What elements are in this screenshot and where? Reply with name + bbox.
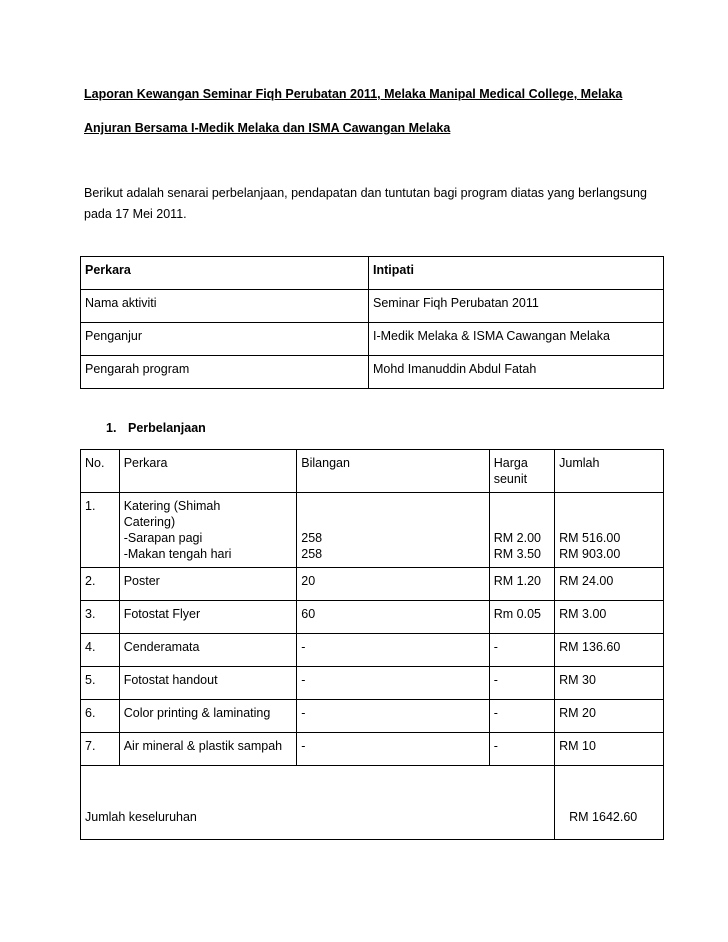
row-jumlah: RM 3.00 xyxy=(555,601,664,634)
info-row xyxy=(81,356,664,389)
perkara-line: Katering (Shimah xyxy=(123,499,221,513)
header-perkara: Perkara xyxy=(119,450,297,493)
row-perkara xyxy=(119,493,297,568)
info-label: Pengarah program xyxy=(81,356,369,389)
table-row xyxy=(81,733,664,766)
info-table-header xyxy=(81,257,664,290)
table-row xyxy=(81,634,664,667)
info-header-intipati: Intipati xyxy=(369,257,664,290)
row-perkara: Fotostat handout xyxy=(119,667,297,700)
expense-row-catering xyxy=(81,493,664,568)
info-label: Penganjur xyxy=(81,323,369,356)
row-no: 4. xyxy=(81,634,120,667)
report-title: Laporan Kewangan Seminar Fiqh Perubatan 2011, Melaka Manipal Medical College, Melaka xyxy=(84,87,623,101)
row-bilangan: - xyxy=(297,667,489,700)
jumlah-value: RM 903.00 xyxy=(559,547,621,561)
table-row xyxy=(81,568,664,601)
info-row xyxy=(81,323,664,356)
row-jumlah: RM 136.60 xyxy=(555,634,664,667)
row-harga xyxy=(489,493,554,568)
expense-header-row xyxy=(81,450,664,493)
intro-paragraph: Berikut adalah senarai perbelanjaan, pendapatan dan tuntutan bagi program diatas yang berlangsung pada 17 Mei 2011. xyxy=(84,186,647,221)
info-value: Seminar Fiqh Perubatan 2011 xyxy=(369,290,664,323)
row-perkara: Poster xyxy=(119,568,297,601)
perkara-line: -Makan tengah hari xyxy=(123,547,232,561)
header-jumlah: Jumlah xyxy=(555,450,664,493)
perkara-line: -Sarapan pagi xyxy=(123,531,203,545)
row-perkara: Cenderamata xyxy=(119,634,297,667)
row-no: 5. xyxy=(81,667,120,700)
harga-value: RM 3.50 xyxy=(493,547,541,561)
row-bilangan: - xyxy=(297,700,489,733)
info-label: Nama aktiviti xyxy=(81,290,369,323)
row-no: 3. xyxy=(81,601,120,634)
row-jumlah: RM 30 xyxy=(555,667,664,700)
info-value: I-Medik Melaka & ISMA Cawangan Melaka xyxy=(369,323,664,356)
bilangan-value: 258 xyxy=(301,531,323,545)
section-heading-perbelanjaan xyxy=(106,421,206,435)
bilangan-value: 258 xyxy=(301,547,323,561)
row-harga: Rm 0.05 xyxy=(489,601,554,634)
row-bilangan: - xyxy=(297,733,489,766)
row-perkara: Fotostat Flyer xyxy=(119,601,297,634)
row-jumlah: RM 24.00 xyxy=(555,568,664,601)
perkara-line: Catering) xyxy=(123,515,176,529)
row-no: 7. xyxy=(81,733,120,766)
jumlah-value: RM 516.00 xyxy=(559,531,621,545)
harga-value: RM 2.00 xyxy=(493,531,541,545)
row-perkara: Air mineral & plastik sampah xyxy=(119,733,297,766)
info-value: Mohd Imanuddin Abdul Fatah xyxy=(369,356,664,389)
total-value: RM 1642.60 xyxy=(555,766,664,840)
row-harga: - xyxy=(489,634,554,667)
header-no: No. xyxy=(81,450,120,493)
table-row xyxy=(81,601,664,634)
section-title: Perbelanjaan xyxy=(128,421,206,435)
row-jumlah xyxy=(555,493,664,568)
section-number: 1. xyxy=(106,421,117,435)
total-label: Jumlah keseluruhan xyxy=(81,766,555,840)
row-harga: - xyxy=(489,667,554,700)
row-bilangan: 60 xyxy=(297,601,489,634)
row-no: 6. xyxy=(81,700,120,733)
row-harga: RM 1.20 xyxy=(489,568,554,601)
row-bilangan: 20 xyxy=(297,568,489,601)
row-jumlah: RM 20 xyxy=(555,700,664,733)
table-row xyxy=(81,700,664,733)
row-bilangan: - xyxy=(297,634,489,667)
row-no: 2. xyxy=(81,568,120,601)
row-harga: - xyxy=(489,700,554,733)
expense-table xyxy=(80,449,664,840)
row-jumlah: RM 10 xyxy=(555,733,664,766)
info-row xyxy=(81,290,664,323)
info-header-perkara: Perkara xyxy=(81,257,369,290)
report-subtitle: Anjuran Bersama I-Medik Melaka dan ISMA Cawangan Melaka xyxy=(84,121,451,135)
row-harga: - xyxy=(489,733,554,766)
header-bilangan: Bilangan xyxy=(297,450,489,493)
header-harga: Harga seunit xyxy=(489,450,554,493)
row-no: 1. xyxy=(81,493,120,568)
total-row xyxy=(81,766,664,840)
table-row xyxy=(81,667,664,700)
row-bilangan xyxy=(297,493,489,568)
info-table xyxy=(80,256,664,389)
row-perkara: Color printing & laminating xyxy=(119,700,297,733)
